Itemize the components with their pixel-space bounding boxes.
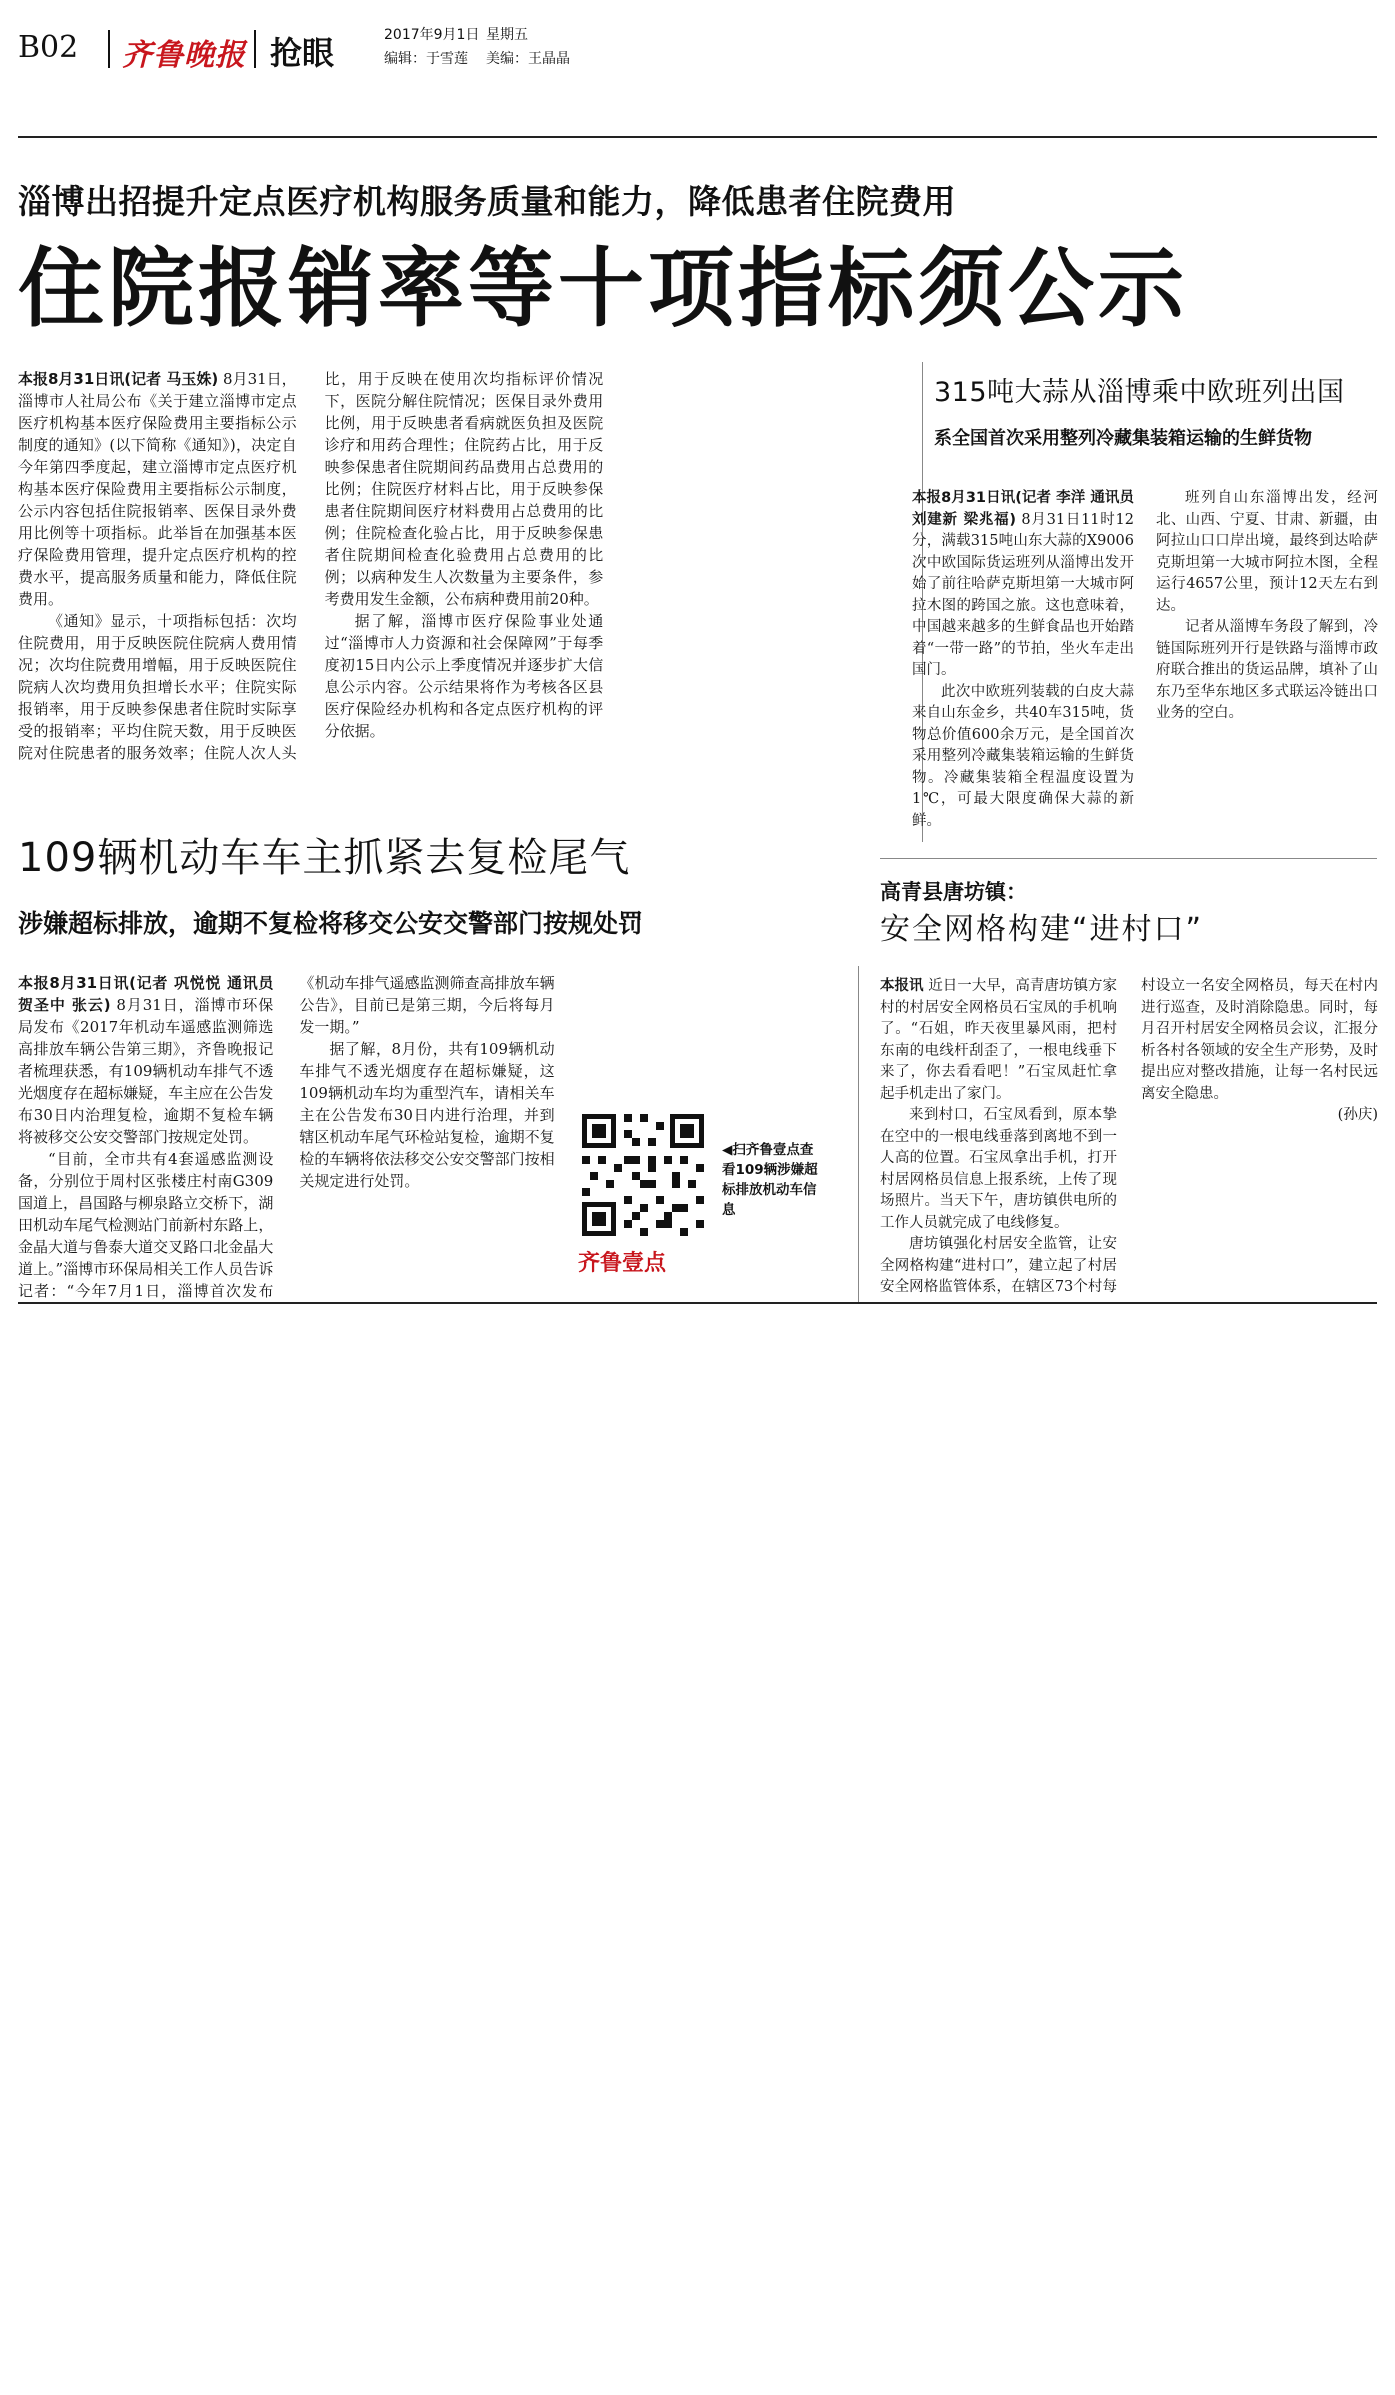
page-number: B02	[18, 30, 79, 65]
article1-lead	[18, 368, 297, 610]
article2-subhead: 系全国首次采用整列冷藏集装箱运输的生鲜货物	[934, 428, 1312, 449]
masthead-divider	[254, 30, 256, 68]
article4-headline: 安全网格构建“进村口”	[880, 912, 1204, 947]
article1-dateline: 本报8月31日讯(记者 马玉姝)	[18, 370, 219, 388]
qr-logo: 齐鲁壹点	[578, 1251, 667, 1276]
article1-paragraph: 据了解，淄博市医疗保险事业处通过“淄博市人力资源和社会保障网”于每季度初15日内公示上季度情况并逐步扩大信息公示内容。公示结果将作为考核各区县医疗保险经办机构和各定点医疗机构的评分依据。	[324, 612, 604, 740]
article2-lead	[912, 488, 1134, 682]
article4-byline: (孙庆)	[1337, 1107, 1378, 1123]
article4-lead	[880, 976, 1117, 1105]
masthead-rule	[18, 136, 1377, 138]
article3-paragraph: 8月31日，淄博市环保局发布《2017年机动车遥感监测筛选高排放车辆公告第三期》，齐鲁晚报记者梳理获悉，有109辆机动车排气不透光烟度存在超标嫌疑，车主应在公告发布30日内治理复检，逾期不复检车辆将被移交公安交警部门按规定处罚。	[18, 996, 274, 1146]
masthead-divider	[108, 30, 110, 68]
article2-dateline: 本报8月31日讯(记者 李洋 通讯员 刘建新 梁兆福)	[912, 490, 1134, 528]
article3-body	[18, 972, 836, 1302]
article4-top-rule	[880, 858, 1377, 859]
article4-paragraph: 来到村口，石宝凤看到，原本挚在空中的一根电线垂落到离地不到一人高的位置。石宝凤拿出手机，打开村居网格员信息上报系统，上传了现场照片。当天下午，唐坊镇供电所的工作人员就完成了电线修复。	[880, 1107, 1117, 1231]
article3-paragraph: “目前，全市共有4套遥感监测设备，分别位于周村区张楼庄村南G309国道上，昌国路与柳泉路立交桥下，湖田机动车尾气检测站门前新村东路上，金晶大道与鲁泰大道交叉路口北金晶大道上。”淄博市环保局相关工作人员告诉记者：“今年7月1日，淄博首次发布《机动车排气遥感监测筛查高排放车辆公告》，目前已是第三期，今后将每月发一期。”	[18, 974, 555, 1300]
editor-credit: 编辑：于雪莲	[384, 51, 468, 67]
article1-paragraph: 8月31日，淄博市人社局公布《关于建立淄博市定点医疗机构基本医疗保险费用主要指标公示制度的通知》(以下简称《通知》)，决定自今年第四季度起，建立淄博市定点医疗机构基本医疗保险费用主要指标公示制度，公示内容包括住院报销率、医保目录外费用比例等十项指标。此举旨在加强基本医疗保险费用管理，提升定点医疗机构的控费水平，提高服务质量和能力，降低住院费用。	[18, 370, 297, 608]
article3-lead	[18, 972, 273, 1148]
article2-paragraph: 记者从淄博车务段了解到，冷链国际班列开行是铁路与淄博市政府联合推出的货运品牌，填补了山东乃至华东地区多式联运冷链出口业务的空白。	[1156, 619, 1378, 721]
qr-caption: ◀扫齐鲁壹点查看109辆涉嫌超标排放机动车信息	[722, 1142, 818, 1218]
article2-paragraph: 班列自山东淄博出发，经河北、山西、宁夏、甘肃、新疆，由阿拉山口口岸出境，最终到达哈萨克斯坦第一大城市阿拉木图，全程运行4657公里，预计12天左右到达。	[1156, 490, 1378, 614]
issue-weekday: 星期五	[486, 27, 528, 43]
article2-headline: 315吨大蒜从淄博乘中欧班列出国	[934, 377, 1345, 408]
article2-body	[912, 488, 1378, 840]
article4-paragraph: 近日一大早，高青唐坊镇方家村的村居安全网格员石宝凤的手机响了。“石姐，昨天夜里暴风雨，把村东南的电线杆刮歪了，一根电线垂下来了，你去看看吧！”石宝凤赶忙拿起手机走出了家门。	[880, 978, 1118, 1102]
article1-kicker: 淄博出招提升定点医疗机构服务质量和能力，降低患者住院费用	[18, 182, 956, 221]
masthead	[0, 0, 1395, 90]
article1-paragraph: 《通知》显示，十项指标包括：次均住院费用，用于反映医院住院病人费用情况；次均住院费用增幅，用于反映医院住院病人次均费用负担增长水平；住院实际报销率，用于反映参保患者住院时实际享受的报销率；平均住院天数，用于反映医院对住院患者的服务效率；住院人次人头比，用于反映在使用次均指标评价情况下，医院分解住院情况；医保目录外费用比例，用于反映患者看病就医负担及医院诊疗和用药合理性；住院药占比，用于反映参保患者住院期间药品费用占总费用的比例；住院医疗材料占比，用于反映参保患者住院期间医疗材料费用占总费用的比例；住院检查化验占比，用于反映参保患者住院期间检查化验费用占总费用的比例；以病种发生人次数量为主要条件，参考费用发生金额，公布病种费用前20种。	[18, 370, 604, 762]
bottom-rule	[18, 1302, 1377, 1304]
article3-dateline: 本报8月31日讯(记者 巩悦悦 通讯员 贺圣中 张云)	[18, 974, 274, 1014]
article-column-divider	[858, 966, 859, 1302]
article1-headline: 住院报销率等十项指标须公示	[18, 239, 1188, 339]
article3-subhead: 涉嫌超标排放，逾期不复检将移交公安交警部门按规处罚	[18, 909, 644, 938]
qr-code[interactable]	[578, 1110, 708, 1240]
section-name: 抢眼	[270, 34, 335, 72]
article2-paragraph: 此次中欧班列装载的白皮大蒜来自山东金乡，共40车315吨，货物总价值600余万元，是全国首次采用整列冷藏集装箱运输的生鲜货物。冷藏集装箱全程温度设置为1℃，可最大限度确保大蒜的新鲜。	[912, 683, 1134, 829]
article4-paragraph: 唐坊镇强化村居安全监管，让安全网格构建“进村口”，建立起了村居安全网格监管体系，在辖区73个村每村设立一名安全网格员，每天在村内进行巡查，及时消除隐患。同时，每月召开村居安全网格员会议，汇报分析各村各领域的安全生产形势，及时提出应对整改措施，让每一名村民远离安全隐患。	[880, 978, 1378, 1295]
issue-date: 2017年9月1日	[384, 27, 480, 43]
article2-paragraph: 8月31日11时12分，满载315吨山东大蒜的X9006次中欧国际货运班列从淄博出发开始了前往哈萨克斯坦第一大城市阿拉木图的跨国之旅。这也意味着，中国越来越多的生鲜食品也开始踏着“一带一路”的节拍，坐火车走出国门。	[912, 511, 1135, 678]
article4-body	[880, 976, 1378, 1306]
newspaper-logo: 齐鲁晚报	[122, 38, 246, 73]
article1-body	[18, 368, 910, 778]
article4-dateline: 本报讯	[880, 978, 924, 994]
designer-credit: 美编：王晶晶	[486, 51, 570, 67]
article3-headline: 109辆机动车车主抓紧去复检尾气	[18, 835, 631, 881]
article3-paragraph: 据了解，8月份，共有109辆机动车排气不透光烟度存在超标嫌疑，这109辆机动车均为重型汽车，请相关车主在公告发布30日内进行治理，并到辖区机动车尾气环检站复检，逾期不复检的车辆将依法移交公安交警部门按相关规定进行处罚。	[299, 1040, 555, 1190]
article4-kicker: 高青县唐坊镇：	[880, 880, 1027, 904]
